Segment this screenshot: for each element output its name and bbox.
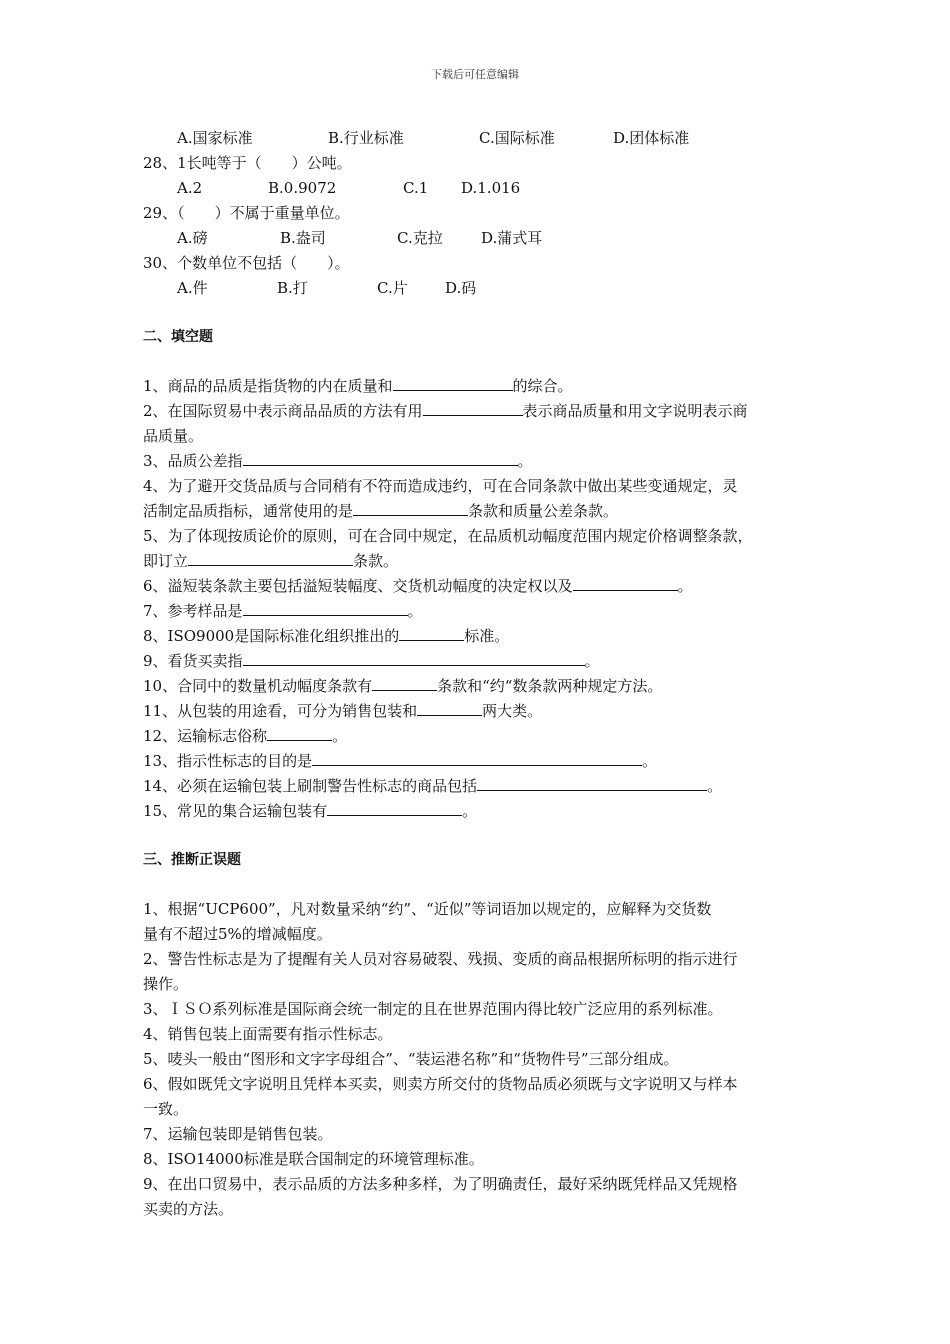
fill-question-12: 12、运输标志俗称 。 — [143, 727, 348, 745]
answer-blank[interactable] — [393, 375, 513, 391]
option: D.码 — [445, 279, 477, 297]
judge-question-1-cont: 量有不超过5%的增减幅度。 — [143, 925, 332, 943]
option: C.国际标准 — [479, 129, 555, 147]
section-title-judge: 三、推断正误题 — [143, 852, 241, 868]
judge-question-2-cont: 操作。 — [143, 975, 189, 993]
answer-blank[interactable] — [267, 725, 332, 741]
judge-question-7: 7、运输包装即是销售包装。 — [143, 1125, 333, 1143]
fill-question-2: 2、在国际贸易中表示商品品质的方法有用 表示商品质量和用文字说明表示商 — [143, 402, 748, 420]
fill-question-7: 7、参考样品是 。 — [143, 602, 423, 620]
option: C.克拉 — [397, 229, 443, 247]
fill-question-5-cont: 即订立 条款。 — [143, 552, 399, 570]
question-29: 29、（ ）不属于重量单位。 — [143, 204, 350, 222]
question-30: 30、个数单位不包括（ ）。 — [143, 254, 350, 272]
fill-question-2-cont: 品质量。 — [143, 427, 204, 445]
judge-question-5: 5、唛头一般由“图形和文字字母组合”、“装运港名称”和“货物件号”三部分组成。 — [143, 1050, 679, 1068]
answer-blank[interactable] — [372, 675, 437, 691]
answer-blank[interactable] — [417, 700, 482, 716]
answer-blank[interactable] — [243, 650, 585, 666]
option: B.行业标准 — [328, 129, 404, 147]
q28-options — [143, 176, 818, 201]
answer-blank[interactable] — [188, 550, 353, 566]
fill-question-5: 5、为了体现按质论价的原则，可在合同中规定，在品质机动幅度范围内规定价格调整条款， — [143, 527, 753, 545]
option: B.打 — [277, 279, 308, 297]
option: D.蒲式耳 — [481, 229, 543, 247]
option: A.2 — [177, 179, 203, 197]
fill-question-8: 8、ISO9000是国际标准化组织推出的 标准。 — [143, 627, 510, 645]
answer-blank[interactable] — [312, 750, 642, 766]
answer-blank[interactable] — [243, 450, 518, 466]
judge-question-2: 2、警告性标志是为了提醒有关人员对容易破裂、残损、变质的商品根据所标明的指示进行 — [143, 950, 738, 968]
judge-question-9-cont: 买卖的方法。 — [143, 1200, 234, 1218]
judge-question-1: 1、根据“UCP600”，凡对数量采纳“约”、“近似”等词语加以规定的，应解释为交货数 — [143, 900, 712, 918]
option: B.盎司 — [280, 229, 326, 247]
answer-blank[interactable] — [399, 625, 464, 641]
fill-question-14: 14、必须在运输包装上刷制警告性标志的商品包括 。 — [143, 777, 723, 795]
page-header: 下载后可任意编辑 — [431, 68, 519, 81]
answer-blank[interactable] — [477, 775, 707, 791]
judge-question-8: 8、ISO14000标准是联合国制定的环境管理标准。 — [143, 1150, 484, 1168]
option: D.1.016 — [461, 179, 521, 197]
answer-blank[interactable] — [573, 575, 678, 591]
question-28: 28、1长吨等于（ ）公吨。 — [143, 154, 352, 172]
fill-question-4: 4、为了避开交货品质与合同稍有不符而造成违约，可在合同条款中做出某些变通规定，灵 — [143, 477, 738, 495]
fill-question-6: 6、溢短装条款主要包括溢短装幅度、交货机动幅度的决定权以及 。 — [143, 577, 693, 595]
fill-question-10: 10、合同中的数量机动幅度条款有 条款和“约“数条款两种规定方法。 — [143, 677, 663, 695]
judge-question-6-cont: 一致。 — [143, 1100, 189, 1118]
option: C.片 — [377, 279, 408, 297]
document-body — [143, 126, 818, 1222]
answer-blank[interactable] — [327, 800, 462, 816]
q27-options — [143, 126, 818, 151]
q30-options — [143, 276, 818, 301]
option: C.1 — [403, 179, 429, 197]
option: A.国家标准 — [177, 129, 253, 147]
fill-question-9: 9、看货买卖指 。 — [143, 652, 600, 670]
judge-question-4: 4、销售包装上面需要有指示性标志。 — [143, 1025, 393, 1043]
fill-question-4-cont: 活制定品质指标，通常使用的是 条款和质量公差条款。 — [143, 502, 619, 520]
option: D.团体标准 — [613, 129, 690, 147]
answer-blank[interactable] — [353, 500, 468, 516]
fill-question-15: 15、常见的集合运输包装有 。 — [143, 802, 478, 820]
fill-question-3: 3、品质公差指 。 — [143, 452, 533, 470]
fill-question-11: 11、从包装的用途看，可分为销售包装和 两大类。 — [143, 702, 543, 720]
judge-question-9: 9、在出口贸易中，表示品质的方法多种多样，为了明确责任，最好采纳既凭样品又凭规格 — [143, 1175, 738, 1193]
answer-blank[interactable] — [423, 400, 523, 416]
q29-options — [143, 226, 818, 251]
option: A.磅 — [177, 229, 208, 247]
section-title-fill: 二、填空题 — [143, 329, 213, 345]
answer-blank[interactable] — [243, 600, 408, 616]
judge-question-6: 6、假如既凭文字说明且凭样本买卖，则卖方所交付的货物品质必须既与文字说明又与样本 — [143, 1075, 738, 1093]
fill-question-13: 13、指示性标志的目的是 。 — [143, 752, 658, 770]
option: B.0.9072 — [268, 179, 337, 197]
fill-question-1: 1、商品的品质是指货物的内在质量和 的综合。 — [143, 377, 573, 395]
judge-question-3: 3、ＩＳＯ系列标准是国际商会统一制定的且在世界范围内得比较广泛应用的系列标准。 — [143, 1000, 723, 1018]
option: A.件 — [177, 279, 208, 297]
